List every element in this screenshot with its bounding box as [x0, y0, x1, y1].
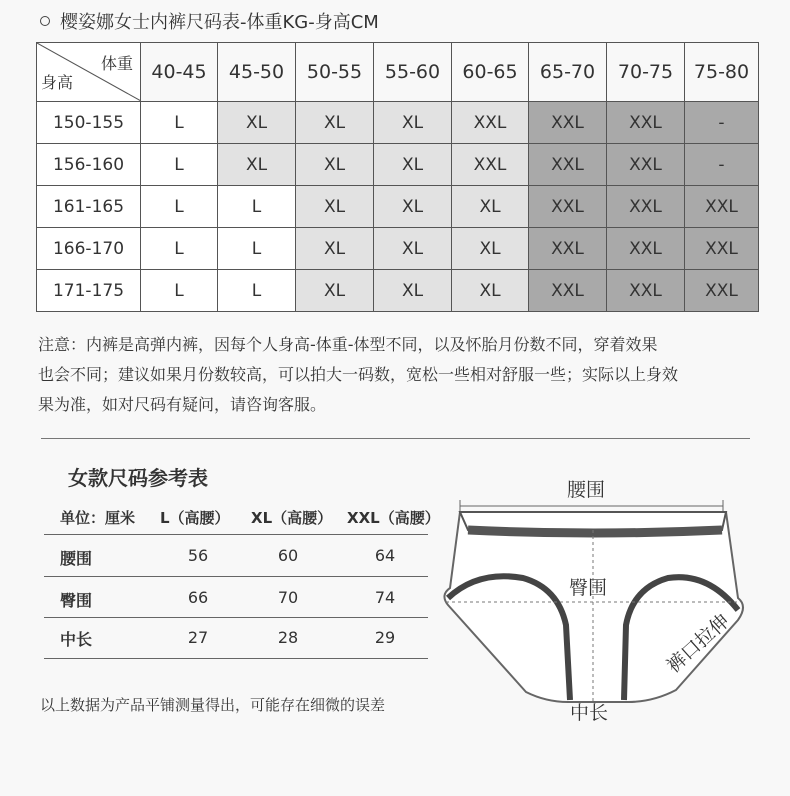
size-cell: L: [141, 228, 218, 270]
size-cell: XL: [296, 102, 374, 144]
size-cell: XXL: [685, 228, 759, 270]
size-cell: XL: [374, 228, 452, 270]
weight-header: 55-60: [374, 43, 452, 102]
size-cell: -: [685, 144, 759, 186]
size-cell: L: [141, 270, 218, 312]
hip-diagram-label: 臀围: [569, 577, 608, 599]
hip-value-l: 66: [187, 588, 209, 607]
size-cell: XXL: [607, 144, 685, 186]
reference-divider: [44, 658, 428, 659]
size-cell: XL: [452, 186, 529, 228]
height-cell: 150-155: [37, 102, 141, 144]
size-cell: XL: [296, 228, 374, 270]
waist-value-xxl: 64: [374, 546, 396, 565]
hip-value-xxl: 74: [374, 588, 396, 607]
row-label-waist: 腰围: [60, 549, 93, 568]
reference-divider: [44, 576, 428, 577]
size-cell: L: [141, 186, 218, 228]
circle-bullet-icon: [40, 16, 50, 26]
length-value-l: 27: [187, 628, 209, 647]
size-cell: XL: [218, 102, 296, 144]
weight-header: 60-65: [452, 43, 529, 102]
size-cell: XXL: [685, 270, 759, 312]
waist-value-l: 56: [187, 546, 209, 565]
size-cell: XL: [374, 102, 452, 144]
note-text: [38, 330, 763, 420]
length-diagram-label: 中长: [570, 702, 609, 724]
note-line: 果为准，如对尺码有疑问，请咨询客服。: [38, 395, 327, 414]
size-cell: XL: [296, 144, 374, 186]
unit-label: 单位：厘米: [60, 509, 136, 527]
size-cell: L: [218, 186, 296, 228]
table-row: [37, 270, 759, 312]
size-cell: XL: [374, 186, 452, 228]
size-chart-table: [36, 42, 759, 312]
size-cell: XXL: [685, 186, 759, 228]
table-corner-cell: [37, 43, 141, 102]
table-row: [37, 228, 759, 270]
size-cell: XXL: [607, 228, 685, 270]
length-value-xl: 28: [277, 628, 299, 647]
weight-header: 70-75: [607, 43, 685, 102]
size-cell: XXL: [452, 144, 529, 186]
height-cell: 171-175: [37, 270, 141, 312]
table-header-row: [37, 43, 759, 102]
size-cell: XXL: [607, 270, 685, 312]
underwear-outline-icon: [438, 470, 758, 730]
note-line: 也会不同；建议如果月份数较高，可以拍大一码数，宽松一些相对舒服一些；实际以上身效: [38, 365, 679, 384]
height-cell: 156-160: [37, 144, 141, 186]
weight-axis-label: 体重: [100, 54, 133, 73]
size-cell: XXL: [529, 270, 607, 312]
table-row: [37, 144, 759, 186]
reference-divider: [44, 617, 428, 618]
section-divider: [41, 438, 750, 439]
length-value-xxl: 29: [374, 628, 396, 647]
footnote: 以上数据为产品平铺测量得出，可能存在细微的误差: [40, 696, 386, 714]
weight-header: 75-80: [685, 43, 759, 102]
weight-header: 50-55: [296, 43, 374, 102]
size-cell: L: [218, 228, 296, 270]
weight-header: 40-45: [141, 43, 218, 102]
title-row: [40, 8, 379, 34]
size-cell: XXL: [607, 186, 685, 228]
column-header-l: L（高腰）: [160, 509, 230, 527]
waist-diagram-label: 腰围: [567, 479, 606, 501]
underwear-diagram: [438, 470, 758, 730]
size-cell: XXL: [452, 102, 529, 144]
leg-stretch-label: 裤口拉伸: [662, 610, 734, 678]
page-title: 樱姿娜女士内裤尺码表-体重KG-身高CM: [60, 12, 379, 33]
size-cell: XL: [452, 228, 529, 270]
size-cell: XL: [374, 270, 452, 312]
size-cell: XXL: [529, 186, 607, 228]
height-cell: 166-170: [37, 228, 141, 270]
size-cell: L: [141, 102, 218, 144]
size-cell: XL: [452, 270, 529, 312]
table-row: [37, 102, 759, 144]
column-header-xxl: XXL（高腰）: [347, 509, 440, 527]
size-cell: XL: [374, 144, 452, 186]
reference-title: 女款尺码参考表: [68, 466, 208, 490]
size-cell: XL: [296, 186, 374, 228]
height-cell: 161-165: [37, 186, 141, 228]
size-cell: XL: [296, 270, 374, 312]
size-cell: L: [141, 144, 218, 186]
reference-divider: [44, 534, 428, 535]
row-label-hip: 臀围: [60, 591, 93, 610]
row-label-length: 中长: [60, 630, 93, 649]
note-line: 注意：内裤是高弹内裤，因每个人身高-体重-体型不同，以及怀胎月份数不同，穿着效果: [38, 335, 658, 354]
size-cell: XXL: [529, 144, 607, 186]
size-cell: XXL: [607, 102, 685, 144]
weight-header: 45-50: [218, 43, 296, 102]
size-cell: XXL: [529, 102, 607, 144]
height-axis-label: 身高: [41, 73, 74, 92]
waist-value-xl: 60: [277, 546, 299, 565]
table-row: [37, 186, 759, 228]
size-cell: -: [685, 102, 759, 144]
size-cell: XXL: [529, 228, 607, 270]
size-cell: L: [218, 270, 296, 312]
weight-header: 65-70: [529, 43, 607, 102]
hip-value-xl: 70: [277, 588, 299, 607]
column-header-xl: XL（高腰）: [251, 509, 333, 527]
size-cell: XL: [218, 144, 296, 186]
